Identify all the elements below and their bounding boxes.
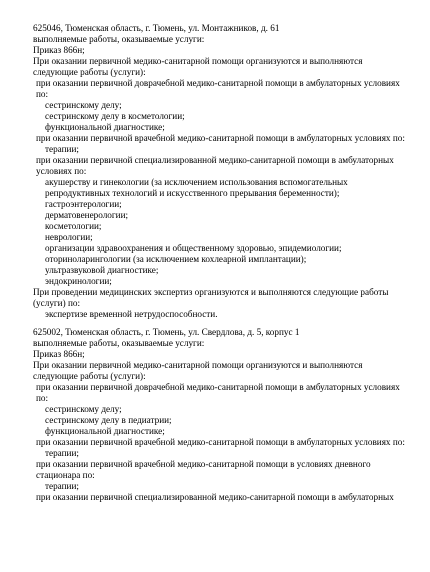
list-item: организации здравоохранения и общественному здоровью, эпидемиологии; xyxy=(45,243,342,253)
subsection-title-vrach-ambulatory: при оказании первичной врачебной медико-санитарной помощи в амбулаторных условиях по: xyxy=(36,437,405,447)
list-item: сестринскому делу; xyxy=(45,100,122,110)
list-item: функциональной диагностике; xyxy=(45,122,165,132)
works-label: выполняемые работы, оказываемые услуги: xyxy=(33,34,205,44)
list-item: эндокринологии; xyxy=(45,276,112,286)
list-item: оториноларингологии (за исключением кохлеарной имплантации); xyxy=(45,254,307,264)
list-item: неврологии; xyxy=(45,232,93,242)
subsection-title-vrach-day-hospital: при оказании первичной врачебной медико-санитарной помощи в условиях дневного стационара по: xyxy=(36,459,371,480)
works-label: выполняемые работы, оказываемые услуги: xyxy=(33,338,205,348)
list-item: терапии; xyxy=(45,144,79,154)
subsection-title-specialized-ambulatory: при оказании первичной специализированной медико-санитарной помощи в амбулаторных xyxy=(36,492,394,502)
list-item: функциональной диагностике; xyxy=(45,426,165,436)
list-item: сестринскому делу; xyxy=(45,404,122,414)
list-item: сестринскому делу в косметологии; xyxy=(45,111,185,121)
care-intro: При оказании первичной медико-санитарной помощи организуются и выполняются следующие работы (услуги): xyxy=(33,360,363,381)
license-address-section-2 xyxy=(33,327,405,503)
address-line: 625002, Тюменская область, г. Тюмень, ул. Свердлова, д. 5, корпус 1 xyxy=(33,327,300,337)
list-item: ультразвуковой диагностике; xyxy=(45,265,159,275)
list-item: терапии; xyxy=(45,448,79,458)
list-item: гастроэнтерологии; xyxy=(45,199,122,209)
subsection-title-prevrach-ambulatory: при оказании первичной доврачебной медико-санитарной помощи в амбулаторных условиях по: xyxy=(36,382,400,403)
list-item: акушерству и гинекологии (за исключением использования вспомогательных репродуктивных технологий и искусственного прерывания беременности); xyxy=(45,177,348,198)
subsection-title-specialized-ambulatory: при оказании первичной специализированной медико-санитарной помощи в амбулаторных условиях по: xyxy=(36,155,394,176)
subsection-title-prevrach-ambulatory: при оказании первичной доврачебной медико-санитарной помощи в амбулаторных условиях по: xyxy=(36,78,400,99)
license-address-section-1 xyxy=(33,23,405,320)
list-item: терапии; xyxy=(45,481,79,491)
list-item: косметологии; xyxy=(45,221,102,231)
expertise-intro: При проведении медицинских экспертиз организуются и выполняются следующие работы (услуги) по: xyxy=(33,287,389,308)
subsection-title-vrach-ambulatory: при оказании первичной врачебной медико-санитарной помощи в амбулаторных условиях по: xyxy=(36,133,405,143)
list-item: дерматовенерологии; xyxy=(45,210,129,220)
order-reference: Приказ 866н; xyxy=(33,45,85,55)
order-reference: Приказ 866н; xyxy=(33,349,85,359)
care-intro: При оказании первичной медико-санитарной помощи организуются и выполняются следующие работы (услуги): xyxy=(33,56,363,77)
list-item: экспертизе временной нетрудоспособности. xyxy=(45,309,218,319)
list-item: сестринскому делу в педиатрии; xyxy=(45,415,172,425)
address-line: 625046, Тюменская область, г. Тюмень, ул. Монтажников, д. 61 xyxy=(33,23,280,33)
